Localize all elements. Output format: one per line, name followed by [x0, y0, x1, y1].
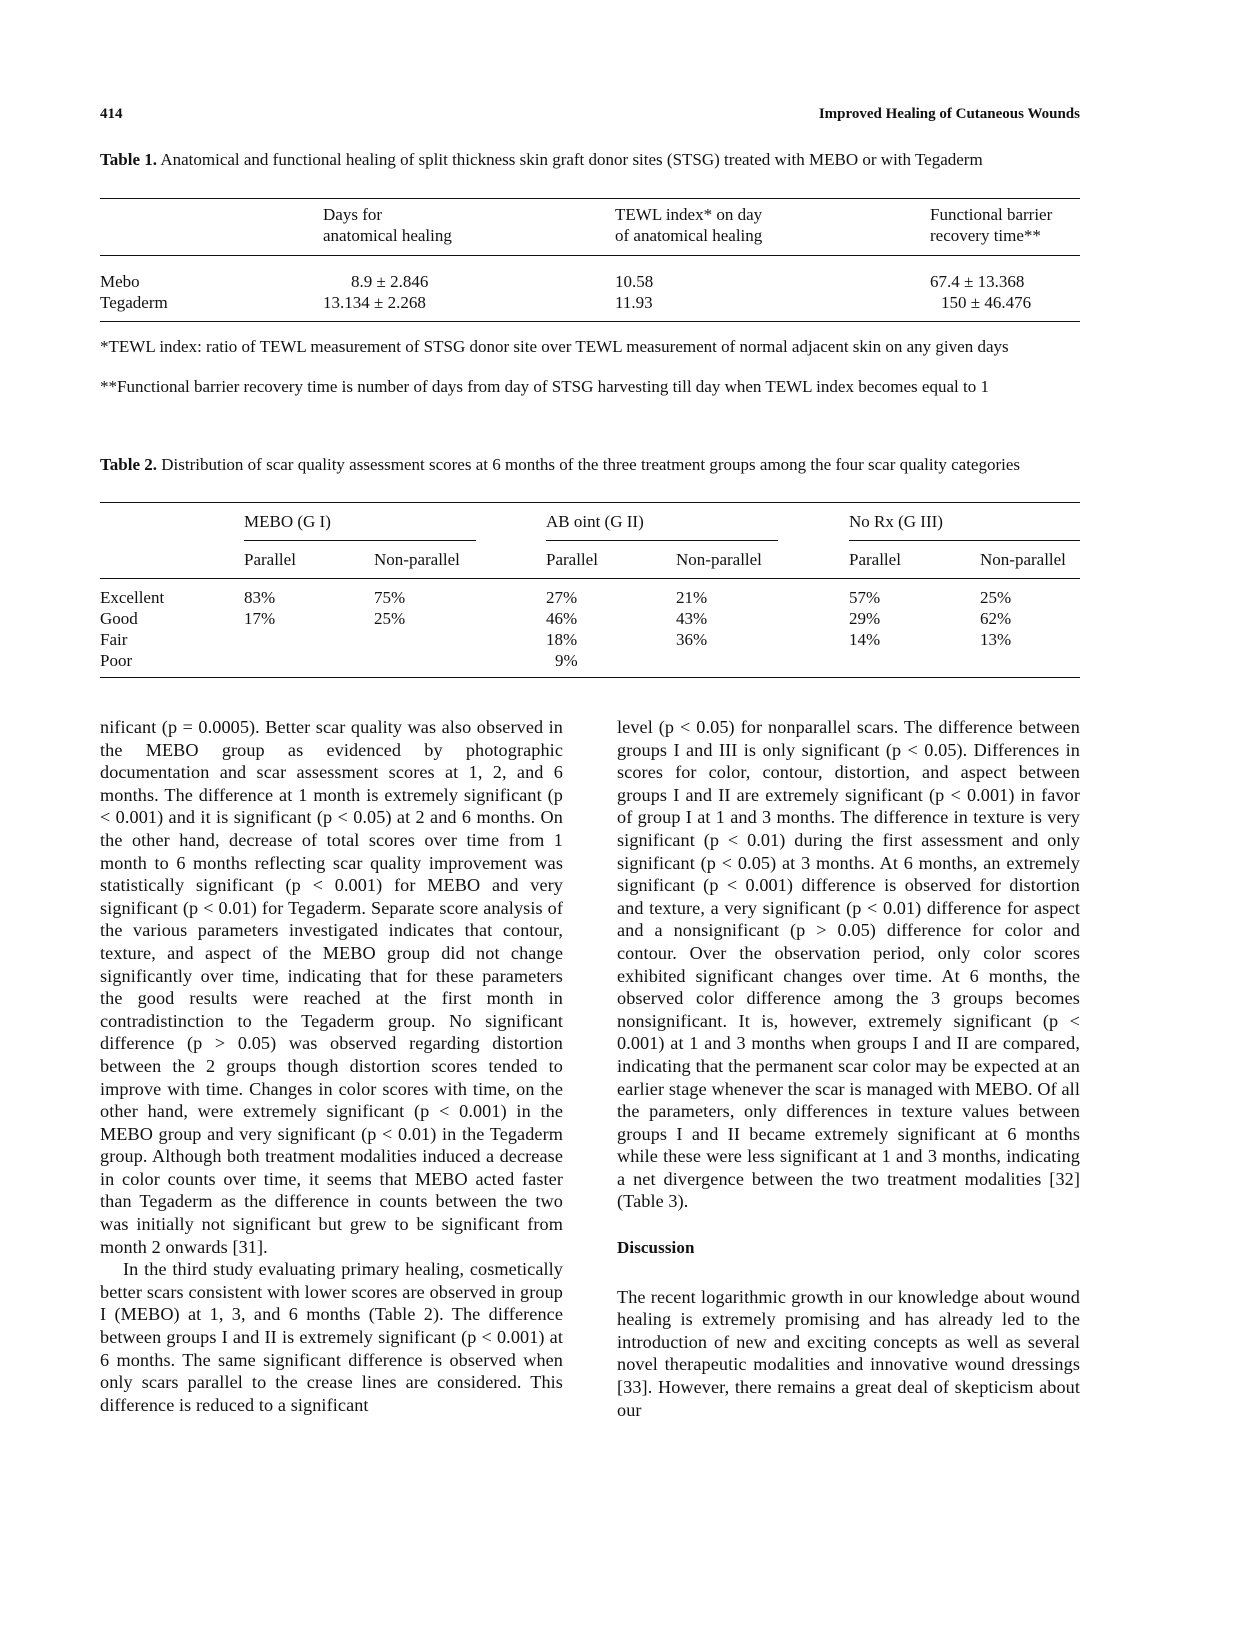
table1-row-label: Mebo: [100, 272, 140, 291]
body-paragraph: nificant (p = 0.0005). Better scar quality was also observed in the MEBO group as evidenced by photographic documentation and scar assessment scores at 1, 2, and 6 months. The difference at 1 month is extremely significant (p < 0.001) and it is significant (p < 0.05) at 2 and 6 months. On the other hand, decrease of total scores over time from 1 month to 6 months reflecting scar quality improvement was statistically significant (p < 0.001) for MEBO and very significant (p < 0.01) for Tegaderm. Separate score analysis of the various parameters investigated indicates that contour, texture, and aspect of the MEBO group did not change significantly over time, indicating that for these parameters the good results were reached at the first month in contradistinction to the Tegaderm group. No significant difference (p > 0.05) was observed regarding distortion between the 2 groups though distortion scores tended to improve with time. Changes in color scores with time, on the other hand, were extremely significant (p < 0.001) in the MEBO group and very significant (p < 0.01) in the Tegaderm group. Although both treatment modalities induced a decrease in color counts over time, it seems that MEBO acted faster than Tegaderm as the difference in counts between the two was initially not significant but grew to be significant from month 2 onwards [31].: [100, 717, 563, 1257]
table2-cell: 62%: [980, 609, 1012, 628]
table1-header-recovery-line2: recovery time**: [930, 226, 1041, 245]
section-heading: Discussion: [617, 1238, 695, 1258]
table2-group-ab-oint: AB oint (G II): [546, 512, 644, 531]
table2-top-rule: [100, 502, 1080, 503]
table1-cell-days: 8.9 ± 2.846: [351, 272, 429, 291]
table2-cell: 27%: [546, 588, 578, 607]
table1-cell-recovery: 150 ± 46.476: [941, 293, 1032, 312]
table1-cell-tewl: 10.58: [615, 272, 654, 291]
table2-row-label: Excellent: [100, 588, 165, 607]
table2-caption: [100, 455, 1080, 475]
table2-row-label: Fair: [100, 630, 128, 649]
page-number: 414: [100, 106, 123, 122]
table1-header-days-line1: Days for: [323, 205, 383, 224]
table2-cell: 46%: [546, 609, 578, 628]
table2-cell: 25%: [980, 588, 1012, 607]
table2-cell: 21%: [676, 588, 708, 607]
table1-header-recovery-line1: Functional barrier: [930, 205, 1053, 224]
table2-subheader: Non-parallel: [374, 550, 460, 569]
table1-header-tewl-line1: TEWL index* on day: [615, 205, 763, 224]
table2-cell: 9%: [555, 651, 578, 670]
left-column: [100, 716, 563, 1416]
table1-header-days-line2: anatomical healing: [323, 226, 452, 245]
table2-cell: 17%: [244, 609, 276, 628]
table2-caption-text: Distribution of scar quality assessment scores at 6 months of the three treatment groups among the four scar quality categories: [161, 455, 1021, 474]
table1-caption-text: Anatomical and functional healing of split thickness skin graft donor sites (STSG) treated with MEBO or with Tegaderm: [160, 150, 983, 169]
table2-group-mebo: MEBO (G I): [244, 512, 331, 531]
table1-cell-days: 13.134 ± 2.268: [323, 293, 426, 312]
table1-top-rule: [100, 198, 1080, 199]
table2-bottom-rule: [100, 677, 1080, 678]
table2-cell: 18%: [546, 630, 578, 649]
table1-header-rule: [100, 255, 1080, 256]
table1-label: Table 1.: [100, 150, 158, 169]
table2-cell: 57%: [849, 588, 881, 607]
table2-row-label: Poor: [100, 651, 133, 670]
right-column: [617, 716, 1080, 1421]
table2-subheader: Non-parallel: [676, 550, 762, 569]
table2-header-rule: [100, 578, 1080, 579]
body-paragraph: The recent logarithmic growth in our knowledge about wound healing is extremely promising and has already led to the introduction of new and exciting concepts as well as several novel therapeutic modalities and innovative wound dressings [33]. However, there remains a great deal of skepticism about our: [617, 1286, 1080, 1420]
table2-subheader: Parallel: [244, 550, 296, 569]
table2-cell: 13%: [980, 630, 1012, 649]
table2-group-rule-ab-oint: [546, 540, 778, 541]
table2-cell: 83%: [244, 588, 276, 607]
body-paragraph: level (p < 0.05) for nonparallel scars. The difference between groups I and III is only significant (p < 0.05). Differences in scores for color, contour, distortion, and aspect between groups I and II are extremely significant (p < 0.001) in favor of group I at 1 and 3 months. The difference in texture is very significant (p < 0.01) during the first assessment and only significant (p < 0.05) at 3 months. At 6 months, an extremely significant (p < 0.001) difference is observed for distortion and texture, a very significant (p < 0.01) difference for aspect and a nonsignificant (p > 0.05) difference for color and contour. Over the observation period, only color scores exhibited significant changes over time. At 6 months, the observed color difference among the 3 groups becomes nonsignificant. It is, however, extremely significant (p < 0.001) at 1 and 3 months when groups I and II are compared, indicating that the permanent scar color may be expected at an earlier stage whenever the scar is managed with MEBO. Of all the parameters, only differences in texture values between groups I and II became extremely significant at 6 months while these were less significant at 1 and 3 months, indicating a net divergence between the two treatment modalities [32] (Table 3).: [617, 717, 1080, 1212]
table2-group-rule-no-rx: [849, 540, 1080, 541]
table1-cell-tewl: 11.93: [615, 293, 653, 312]
table2-cell: 36%: [676, 630, 708, 649]
table2-subheader: Parallel: [546, 550, 598, 569]
table2-cell: 29%: [849, 609, 881, 628]
table1-footnote-tewl: *TEWL index: ratio of TEWL measurement of STSG donor site over TEWL measurement of normal adjacent skin on any given days: [100, 337, 1009, 356]
table2-cell: 14%: [849, 630, 881, 649]
table2-subheader: Parallel: [849, 550, 901, 569]
table2-label: Table 2.: [100, 455, 158, 474]
table1-cell-recovery: 67.4 ± 13.368: [930, 272, 1025, 291]
table2-cell: 75%: [374, 588, 406, 607]
body-paragraph: In the third study evaluating primary healing, cosmetically better scars consistent with lower scores are observed in group I (MEBO) at 1, 3, and 6 months (Table 2). The difference between groups I and II is extremely significant (p < 0.001) at 6 months. The same significant difference is observed when only scars parallel to the crease lines are considered. This difference is reduced to a significant: [100, 1259, 563, 1415]
table1-header-tewl-line2: of anatomical healing: [615, 226, 763, 245]
table2-row-label: Good: [100, 609, 138, 628]
table1-row-label: Tegaderm: [100, 293, 168, 312]
table2-cell: 43%: [676, 609, 708, 628]
table1-bottom-rule: [100, 321, 1080, 322]
running-title: Improved Healing of Cutaneous Wounds: [818, 106, 1080, 122]
table2-cell: 25%: [374, 609, 406, 628]
table1-footnote-recovery: **Functional barrier recovery time is number of days from day of STSG harvesting till day when TEWL index becomes equal to 1: [100, 377, 989, 396]
table2-group-no-rx: No Rx (G III): [849, 512, 943, 531]
table2-subheader: Non-parallel: [980, 550, 1066, 569]
table1-caption: [100, 150, 1080, 170]
table2-group-rule-mebo: [244, 540, 476, 541]
running-header: [100, 106, 1080, 130]
